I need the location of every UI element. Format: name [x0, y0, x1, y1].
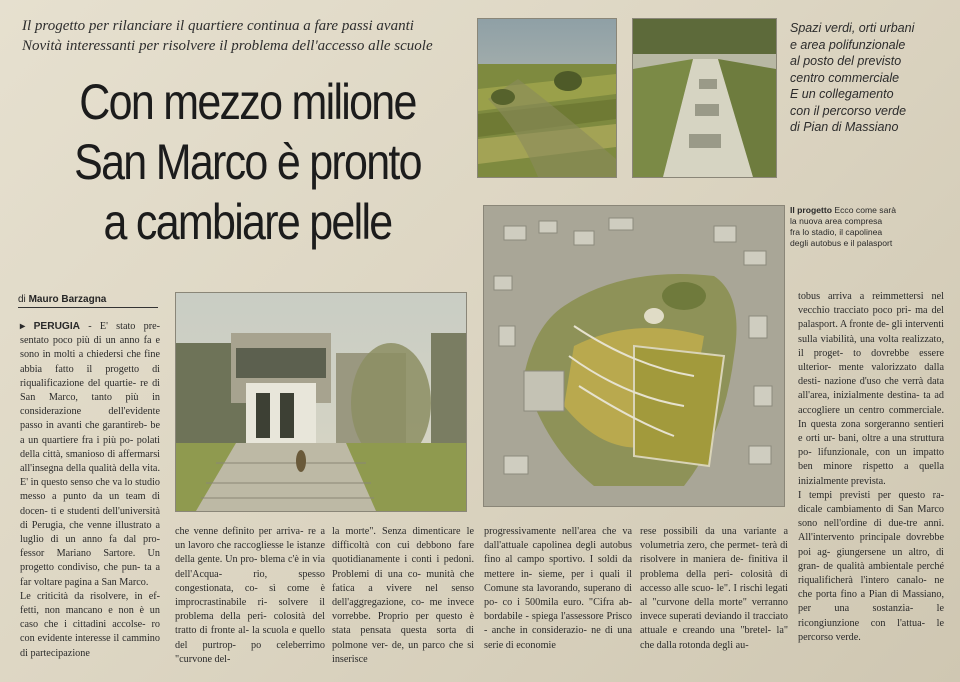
headline-line-3: a cambiare pelle: [103, 194, 392, 250]
caption-line: degli autobus e il palasport: [790, 238, 893, 248]
article-column-4: [484, 525, 632, 653]
headline-line-2: San Marco è pronto: [74, 134, 421, 190]
photo-caption: [790, 205, 940, 249]
article-paragraph: la morte". Senza dimenticare le difficoltà con cui debbono fare quotidianamente i conti i pedoni. Problemi di una co- munità che fatica a vivere nel senso dell'aggregazione, co- me invece vorrebbe. Proprio per questo è stata pensata questa sorta di polmone ver- de, un parco che si inserisce: [332, 526, 474, 665]
byline: [18, 294, 158, 308]
article-paragraph: rese possibili da una variante a volumetria zero, che permet- terà di risolvere in maniera de- finitiva il problema della peri- colosità di accesso alle scuo- le". I rischi legati al "curvone della morte" verranno invece superati deviando il tracciato attuale e creando una "bretel- la" che dalla rotonda degli au-: [640, 526, 788, 651]
side-headline-line: con il percorso verde: [790, 103, 907, 118]
article-paragraph: I tempi previsti per questo ra- dicale cambiamento di San Marco sono nell'ordine di due-tre anni. All'intervento principale dovrebbe poi ag- giungersene un altro, di gran- de qualità ambientale perché riqualificherà l'intero canalo- ne che porta fino a Pian di Massiano, per una sostanzia- le ricongiunzione con l'attua- le percorso verde.: [798, 489, 944, 643]
byline-author: Mauro Barzagna: [28, 294, 107, 305]
byline-prefix: di: [18, 294, 26, 305]
article-column-1: [20, 320, 160, 661]
dateline: ▸ PERUGIA: [20, 321, 81, 332]
photo-building-render-art: [176, 293, 466, 511]
photo-terraced-gardens: [477, 18, 617, 178]
side-headline-line: centro commerciale: [790, 70, 900, 85]
caption-line: la nuova area compresa: [790, 216, 883, 226]
paragraph-text: - E' stato pre-: [88, 321, 161, 332]
headline-line-1: Con mezzo milione: [79, 74, 416, 130]
photo-aerial-plan-art: [484, 206, 784, 506]
article-paragraph: che venne definito per arriva- re a un lavoro che raccogliesse le istanze della gente. Un pro- blema c'è in via dell'Acqua- rio, spesso congestionata, co- sì come è improcrastinabile ri- solvere il problema della peri- colosità del tratto di fronte al- la scuola e quello del purtrop- po celeberrimo "curvone del-: [175, 526, 325, 665]
side-headline-line: di Pian di Massiano: [790, 120, 899, 134]
photo-aerial-plan: [483, 205, 785, 507]
article-column-3: [332, 525, 474, 667]
article-column-2: [175, 525, 325, 667]
side-headline: [790, 20, 940, 136]
photo-terraced-gardens-art: [478, 19, 616, 177]
photo-garden-path: [632, 18, 777, 178]
dateline-text: PERUGIA: [33, 321, 81, 332]
side-headline-line: E un collegamento: [790, 87, 894, 101]
caption-label: Il progetto: [790, 205, 833, 215]
article-column-5: [640, 525, 788, 653]
article-column-6: [798, 290, 944, 645]
article-paragraph: progressivamente nell'area che va dall'attuale capolinea degli autobus fino al campo sportivo. I soldi da mettere in- sieme, per i quali il Comune sta lavorando, superano di po- co i 500mila euro. "Cifra ab- bordabile - spiega l'assessore Prisco - anche in considerazio- ne di una serie di economie: [484, 526, 632, 651]
kicker-line-2: Novità interessanti per risolvere il problema dell'accesso alle scuole: [22, 38, 433, 54]
article-paragraph: [20, 320, 160, 590]
caption-line: fra lo stadio, il capolinea: [790, 227, 883, 237]
article-paragraph: Le criticità da risolvere, in ef- fetti, non mancano e non è un caso che i cittadini accolse- ro con evidente interesse il cammino di partecipazione: [20, 590, 160, 659]
photo-garden-path-art: [633, 19, 776, 177]
headline: [52, 72, 443, 252]
kicker-line-1: Il progetto per rilanciare il quartiere continua a fare passi avanti: [22, 18, 414, 34]
paragraph-text: sentato poco più di un anno fa e sono in molti a chiedersi che fine abbia fatto il progetto di riqualificazione del quartie- re di San Marco, tanto più in considerazione dell'evidente passo in avanti che garantireb- be a un quartiere fra i più po- polati della città, smanioso di affermarsi all'insegna della qualità della vita. E' in questo senso che va lo studio messo a punto da un team di docen- ti e studenti dell'università di Perugia, che venne illustrato a luglio di un anno fa dal pro- fessor Mariano Sartore. Un progetto condiviso, che pun- ta a far voltare pagina a San Marco.: [20, 335, 160, 588]
side-headline-line: e area polifunzionale: [790, 37, 906, 52]
caption-line: Ecco come sarà: [834, 205, 897, 215]
side-headline-line: al posto del previsto: [790, 54, 902, 68]
photo-building-render: [175, 292, 467, 512]
kicker: [22, 16, 477, 56]
side-headline-line: Spazi verdi, orti urbani: [790, 21, 915, 35]
article-paragraph: tobus arriva a reimmettersi nel vecchio tracciato poco pri- ma del palasport. A fronte de- gli interventi sulla viabilità, una volta realizzato, il proget- to dovrebbe essere ulterior- mente valorizzato dalla desti- nazione d'uso che verrà data all'area, inizialmente destina- ta ad accogliere un centro commerciale. In questa zona sorgeranno sentieri e orti ur- bani, oltre a una struttura po- lifunzionale, con un impatto ben minore rispetto a quella inizialmente prevista.: [798, 291, 944, 487]
